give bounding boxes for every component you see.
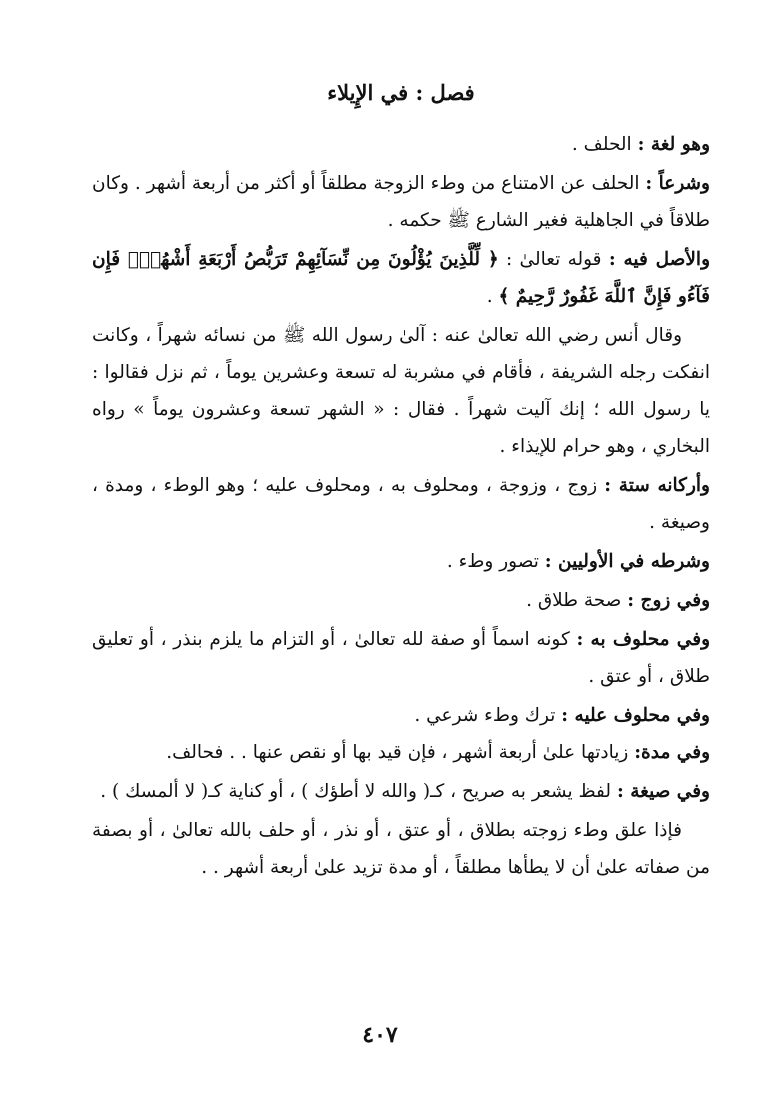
paragraph-text: لفظ يشعر به صريح ، كـ( والله لا أطؤك ) ، أو كناية كـ( لا ألمسك ) .	[100, 781, 617, 802]
paragraph-lead: والأصل فيه :	[608, 249, 710, 270]
paragraph-conclusion	[92, 812, 710, 886]
book-page	[92, 78, 710, 1060]
paragraph-lead: وهو لغة :	[637, 134, 710, 155]
paragraph-lead: وأركانه ستة :	[604, 475, 710, 496]
paragraph-basis	[92, 241, 710, 315]
paragraph-lead: وشرطه في الأوليين :	[544, 551, 710, 572]
paragraph-text: صحة طلاق .	[526, 590, 628, 611]
paragraph-lead: وفي زوج :	[627, 590, 710, 611]
paragraph-lead: وفي صيغة :	[616, 781, 710, 802]
paragraph-lead: وفي محلوف عليه :	[561, 705, 710, 726]
paragraph-pillars	[92, 467, 710, 541]
paragraph-text: قوله تعالىٰ :	[498, 249, 609, 270]
paragraph-text: كونه اسماً أو صفة لله تعالىٰ ، أو التزام ما يلزم بنذر ، أو تعليق طلاق ، أو عتق .	[92, 629, 710, 687]
section-title: فصل : في الإِيلاء	[327, 80, 475, 105]
paragraph-lead: وفي محلوف به :	[576, 629, 710, 650]
paragraph-text: فإذا علق وطء زوجته بطلاق ، أو عتق ، أو نذر ، أو حلف بالله تعالىٰ ، أو بصفة من صفاته علىٰ أن لا يطأها مطلقاً ، أو مدة تزيد علىٰ أربعة أشهر . .	[92, 820, 710, 878]
paragraph-text: زوج ، وزوجة ، ومحلوف به ، ومحلوف عليه ؛ وهو الوطء ، ومدة ، وصيغة .	[92, 475, 710, 533]
paragraph-text: ترك وطء شرعي .	[414, 705, 562, 726]
page-number: ٤٠٧	[362, 1022, 398, 1048]
paragraph-condition-sworn-upon	[92, 697, 710, 734]
paragraph-text: الحلف .	[571, 134, 638, 155]
paragraph-tail: .	[486, 286, 499, 307]
paragraph-lead: وشرعاً :	[645, 173, 710, 194]
paragraph-legal-definition	[92, 165, 710, 239]
paragraph-text: وقال أنس رضي الله تعالىٰ عنه : آلىٰ رسول الله ﷺ من نسائه شهراً ، وكانت انفكت رجله الشريفة ، فأقام في مشربة له تسعة وعشرين يوماً ، ثم نزل فقالوا : يا رسول الله ؛ إنك آليت شهراً . فقال : « الشهر تسعة وعشرون يوماً » رواه البخاري ، وهو حرام للإيذاء .	[92, 325, 710, 457]
paragraph-lead: وفي مدة:	[634, 742, 710, 763]
paragraph-condition-sworn-by	[92, 621, 710, 695]
paragraph-condition-duration	[92, 734, 710, 771]
paragraph-condition-first-two	[92, 543, 710, 580]
paragraph-text: تصور وطء .	[446, 551, 545, 572]
paragraph-hadith	[92, 317, 710, 465]
paragraph-text: زيادتها علىٰ أربعة أشهر ، فإن قيد بها أو نقص عنها . . فحالف.	[166, 742, 635, 763]
paragraph-text: الحلف عن الامتناع من وطء الزوجة مطلقاً أو أكثر من أربعة أشهر . وكان طلاقاً في الجاهلية فغير الشارع ﷺ حكمه .	[92, 173, 710, 231]
paragraph-linguistic-definition	[92, 126, 710, 163]
paragraph-condition-husband	[92, 582, 710, 619]
quran-verse: ﴿ لِّلَّذِينَ يُؤْلُونَ مِن نِّسَآئِهِمْ تَرَبُّصُ أَرْبَعَةِ أَشْهُرٍۖ فَإِن فَآءُو فَإِنَّ ٱللَّهَ غَفُورٌ رَّحِيمٌ ﴾	[92, 249, 710, 307]
paragraph-condition-formula	[92, 773, 710, 810]
